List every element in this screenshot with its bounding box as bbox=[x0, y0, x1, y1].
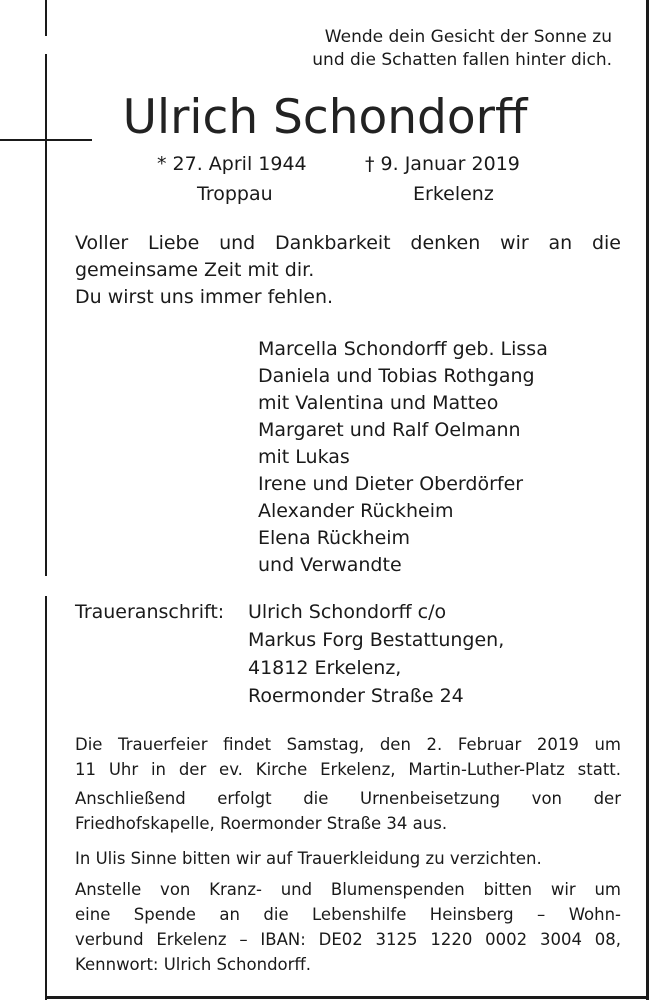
tribute-line: Du wirst uns immer fehlen. bbox=[75, 286, 334, 308]
burial-line: Friedhofskapelle, Roermonder Straße 34 aus. bbox=[75, 814, 448, 833]
ceremony-text bbox=[75, 732, 621, 782]
tribute-line: gemeinsame Zeit mit dir. bbox=[75, 259, 315, 281]
donation-line: verbund Erkelenz – IBAN: DE02 3125 1220 0002 3004 08, bbox=[75, 930, 621, 949]
donation-line: Kennwort: Ulrich Schondorff. bbox=[75, 955, 312, 974]
mourner-line: Margaret und Ralf Oelmann bbox=[258, 419, 521, 441]
address-line: Roermonder Straße 24 bbox=[248, 685, 464, 707]
dress-code-text bbox=[75, 846, 621, 871]
birth-place: Troppau bbox=[197, 183, 273, 205]
address-line: Markus Forg Bestattungen, bbox=[248, 629, 505, 651]
mourner-line: mit Valentina und Matteo bbox=[258, 392, 499, 414]
dress-code-line: In Ulis Sinne bitten wir auf Trauerkleidung zu verzichten. bbox=[75, 849, 542, 868]
birth-date: * 27. April 1944 bbox=[157, 153, 307, 175]
motto-line: Wende dein Gesicht der Sonne zu bbox=[324, 27, 612, 47]
donation-line: eine Spende an die Lebenshilfe Heinsberg – Wohn- bbox=[75, 905, 621, 924]
deceased-name: Ulrich Schondorff bbox=[122, 90, 528, 145]
ceremony-line: Die Trauerfeier findet Samstag, den 2. Februar 2019 um bbox=[75, 735, 621, 754]
frame-line-left-bottom bbox=[45, 596, 47, 1000]
mourner-line: und Verwandte bbox=[258, 554, 402, 576]
motto-line: und die Schatten fallen hinter dich. bbox=[312, 50, 612, 70]
address-label: Traueranschrift: bbox=[75, 601, 225, 623]
mourners-list bbox=[258, 336, 548, 579]
tribute-text bbox=[75, 230, 621, 311]
burial-line: Anschließend erfolgt die Urnenbeisetzung von der bbox=[75, 789, 621, 808]
address-line: 41812 Erkelenz, bbox=[248, 657, 402, 679]
mourner-line: Daniela und Tobias Rothgang bbox=[258, 365, 535, 387]
frame-line-bottom bbox=[45, 996, 649, 999]
mourner-line: Marcella Schondorff geb. Lissa bbox=[258, 338, 548, 360]
death-place: Erkelenz bbox=[413, 183, 494, 205]
death-date: † 9. Januar 2019 bbox=[365, 153, 520, 175]
ceremony-line: 11 Uhr in der ev. Kirche Erkelenz, Martin-Luther-Platz statt. bbox=[75, 760, 621, 779]
mourner-line: Irene und Dieter Oberdörfer bbox=[258, 473, 524, 495]
frame-line-right bbox=[646, 0, 649, 1000]
donation-text bbox=[75, 877, 621, 977]
tribute-line: Voller Liebe und Dankbarkeit denken wir an die bbox=[75, 232, 621, 254]
mourner-line: mit Lukas bbox=[258, 446, 350, 468]
mourner-line: Alexander Rückheim bbox=[258, 500, 454, 522]
donation-line: Anstelle von Kranz- und Blumenspenden bitten wir um bbox=[75, 880, 621, 899]
address-lines bbox=[248, 598, 504, 710]
motto bbox=[0, 26, 612, 72]
mourner-line: Elena Rückheim bbox=[258, 527, 411, 549]
address-line: Ulrich Schondorff c/o bbox=[248, 601, 447, 623]
burial-text bbox=[75, 786, 621, 836]
